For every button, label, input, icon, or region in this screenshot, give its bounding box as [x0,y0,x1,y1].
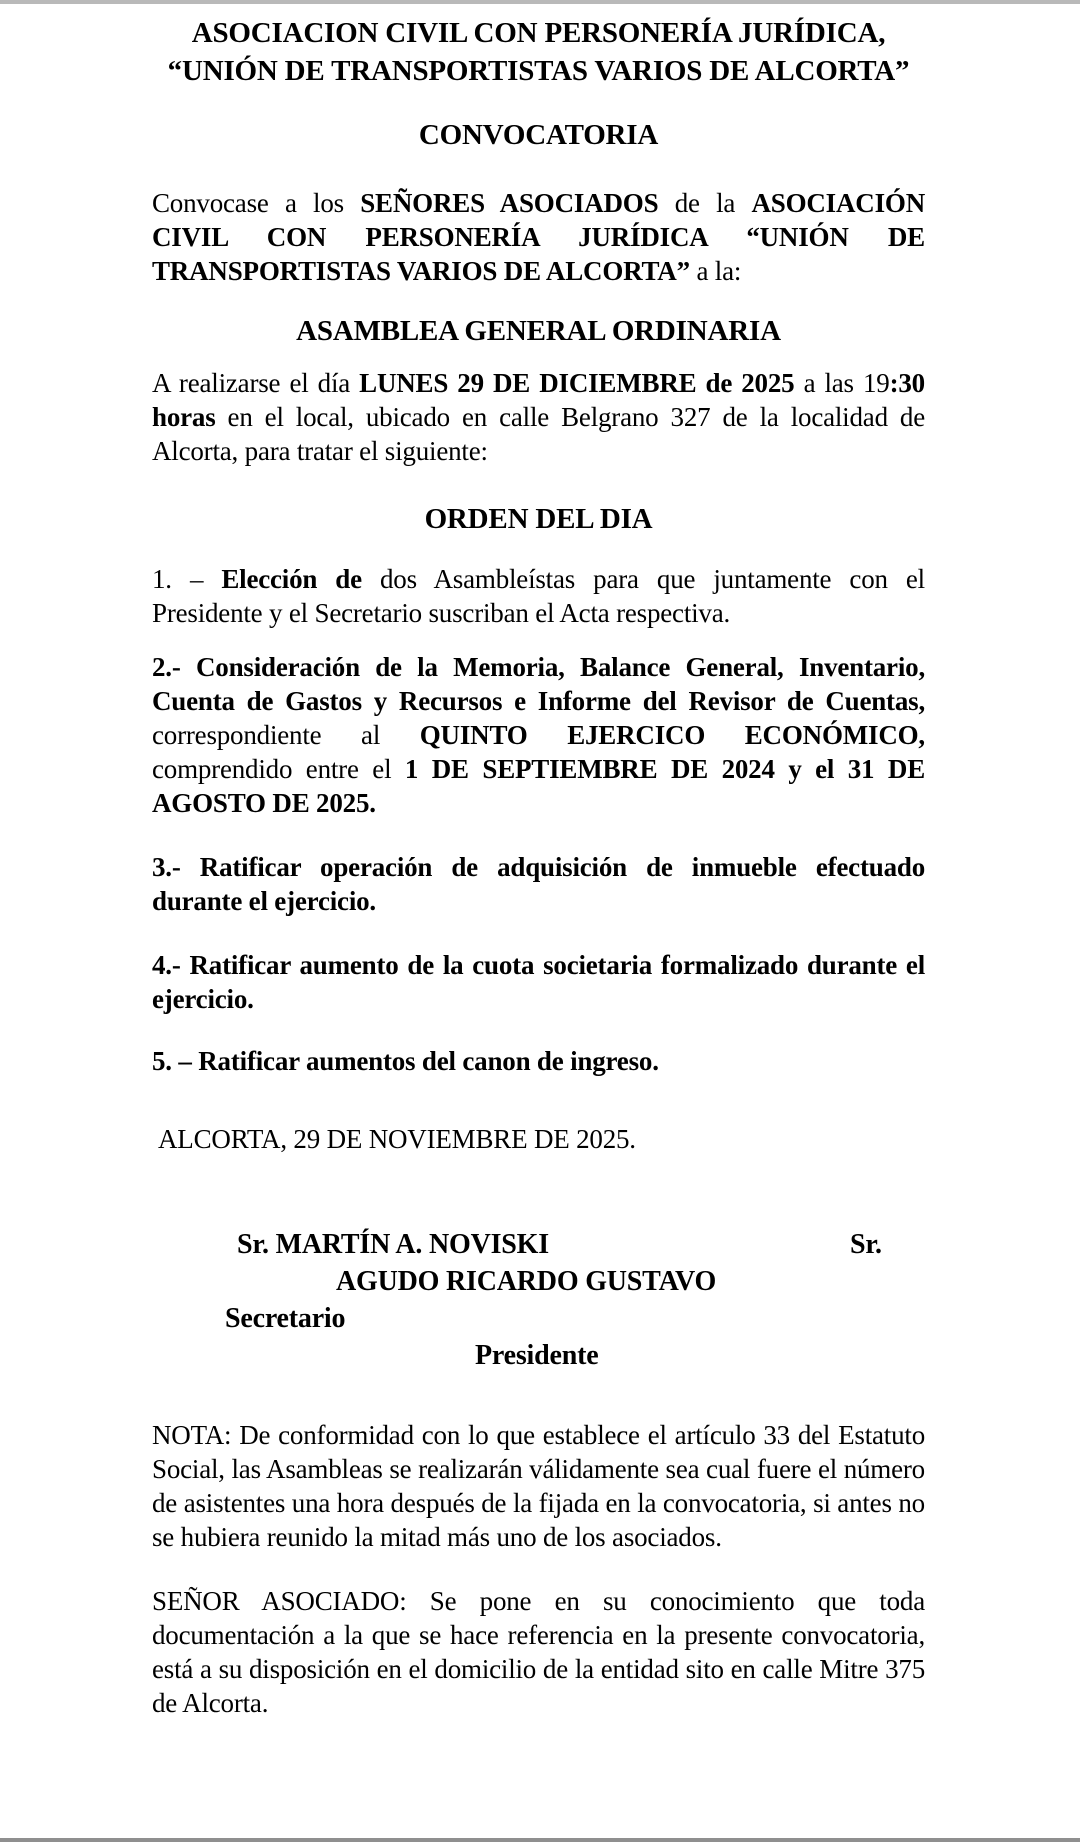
agenda-item-3: 3.- Ratificar operación de adquisición de inmueble efectuado durante el ejercicio. [152,852,925,916]
text-run: 1. – [152,564,222,594]
sr-label-right: Sr. [850,1229,882,1260]
secretary-name: Sr. MARTÍN A. NOVISKI [237,1229,549,1260]
heading-orden-del-dia: ORDEN DEL DIA [424,503,653,535]
bold-run: LUNES 29 DE DICIEMBRE de 2025 [359,368,795,398]
bold-run: 1 DE SEPTIEMBRE DE 2024 y el 31 DE AGOSTO DE 2025. [152,754,925,818]
text-run: A realizarse el día [152,368,360,398]
agenda-item-4: 4.- Ratificar aumento de la cuota societaria formalizado durante el ejercicio. [152,950,925,1014]
nota-paragraph: NOTA: De conformidad con lo que establece el artículo 33 del Estatuto Social, las Asambleas se realizarán válidamente sea cual fuere el número de asistentes una hora después de la fijada en la convocatoria, si antes no se hubiera reunido la mitad más uno de los asociados. [152,1420,925,1552]
agenda-item-5: 5. – Ratificar aumentos del canon de ingreso. [152,1046,659,1076]
text-run: dos Asambleístas para que juntamente con el Presidente y el Secretario suscriban el Acta respectiva. [152,564,925,628]
dateline: ALCORTA, 29 DE NOVIEMBRE DE 2025. [158,1124,636,1154]
text-run: Convocase a los [152,188,361,218]
text-run: en el local, ubicado en calle Belgrano 327 de la localidad de Alcorta, para tratar el siguiente: [152,402,925,466]
signature-block [152,1226,925,1374]
text-run: a las 19 [794,368,890,398]
bold-run: SEÑORES ASOCIADOS [360,188,659,218]
agenda-item-1 [152,562,925,630]
top-border [0,0,1080,4]
senor-asociado-paragraph: SEÑOR ASOCIADO: Se pone en su conocimiento que toda documentación a la que se hace referencia en la presente convocatoria, está a su disposición en el domicilio de la entidad sito en calle Mitre 375 de Alcorta. [152,1586,925,1718]
bold-run: :30 horas [152,368,925,432]
president-title: Presidente [475,1340,599,1371]
heading-asamblea-general: ASAMBLEA GENERAL ORDINARIA [296,315,781,347]
secretary-title: Secretario [225,1303,346,1334]
schedule-paragraph [152,366,925,468]
text-run: de la [658,188,752,218]
bottom-border [0,1838,1080,1842]
bold-run: 2.- Consideración de la Memoria, Balance General, Inventario, Cuenta de Gastos y Recursos e Informe del Revisor de Cuentas, [152,652,925,716]
bold-run: QUINTO EJERCICO ECONÓMICO, [419,720,925,750]
heading-convocatoria: CONVOCATORIA [418,119,659,151]
text-run: comprendido entre el [152,754,405,784]
document-title: ASOCIACION CIVIL CON PERSONERÍA JURÍDICA, “UNIÓN DE TRANSPORTISTAS VARIOS DE ALCORTA” [167,17,910,87]
president-name: AGUDO RICARDO GUSTAVO [336,1266,717,1297]
bold-run: Elección de [221,564,362,594]
agenda-item-2 [152,650,925,820]
text-run: correspondiente al [152,720,420,750]
text-run: a la: [689,256,742,286]
bold-run: ASOCIACIÓN CIVIL CON PERSONERÍA JURÍDICA “UNIÓN DE TRANSPORTISTAS VARIOS DE ALCORTA” [152,188,925,286]
intro-paragraph [152,186,925,288]
signature-line-1 [152,1226,925,1263]
